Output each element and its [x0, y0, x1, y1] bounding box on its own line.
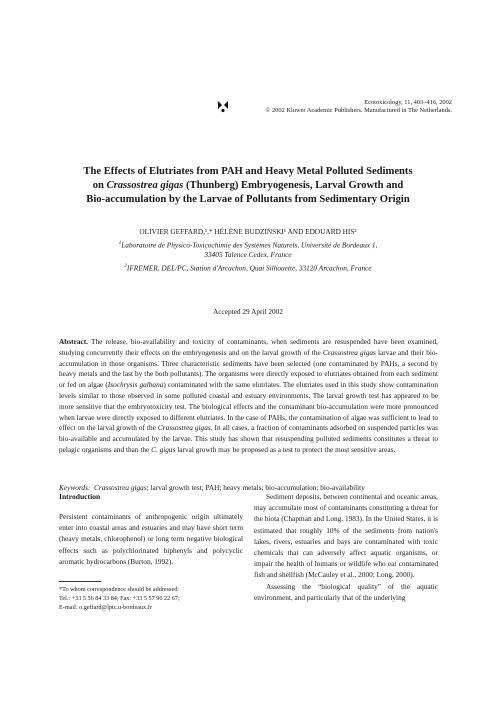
journal-copyright: © 2002 Kluwer Academic Publishers. Manufactured in The Netherlands. — [265, 107, 452, 115]
abstract-label: Abstract. — [59, 337, 88, 346]
keywords-label: Keywords: — [59, 483, 91, 492]
publisher-logo-icon — [216, 99, 230, 113]
paper-title — [40, 165, 456, 207]
correspondence-footnote: *To whom correspondence should be addressed: Tel.: +33 5 56 84 33 84; Fax: +33 5 57 96 22 67; E-mail: o.geffard@lptc.u-bordeaux.fr — [59, 586, 180, 611]
right-column — [254, 491, 438, 603]
left-column — [59, 491, 243, 567]
intro-paragraph-right-2: Assessing the “biological quality” of the aquatic environment, and particularly that of the underlying — [254, 581, 438, 602]
title-line-3: Bio-accumulation by the Larvae of Pollutants from Sedimentary Origin — [86, 194, 410, 205]
affiliation-2: $^2$IFREMER, DEL/PC, Station d'Arcachon, Quai Silhouette, 33120 Arcachon, France — [124, 263, 372, 273]
keywords: Keywords: Crassostrea gigas; larval growth test; PAH; heavy metals; bio-accumulation; bio-availability — [59, 483, 365, 492]
abstract: Abstract. The release, bio-availability and toxicity of contaminants, when sediments are resuspended have been examined, studying concurrently their effects on the embryogenesis and on the larval growth of the Crassostrea gigas larvae and their bio-accumulation in those organisms. Three characteristic sediments have been selected (one contaminated by PAHs, a second by heavy metals and the last by the both pollutants). The organisms were directly exposed to elutriates obtained from each sediment or fed on algae (Isochrysis galbana) contaminated with the same elutriates. The elutriates used in this study show contamination levels similar to those observed in some polluted coastal and estuary environments. The larval growth test has appeared to be more sensitive that the embryotoxicity test. The biological effects and the contaminant bio-accumulation were more pronounced when larvae were directly exposed to different elutriates. In the case of PAHs, the contamination of algae was sufficient to lead to effect on the larval growth of the Crassostrea gigas. In all cases, a fraction of contaminants adsorbed on suspended particles was bio-available and accumulated by the larvae. This study has shown that resuspending polluted sediments constitutes a threat to pelagic organisms and than the C. gigas larval growth may be proposed as a test to protect the most sensitive areas. — [59, 337, 438, 454]
section-heading-introduction: Introduction — [59, 492, 101, 501]
title-line-1: The Effects of Elutriates from PAH and Heavy Metal Polluted Sediments — [83, 166, 413, 177]
author-list: OLIVIER GEFFARD,¹,* HÉLÈNE BUDZINSKI¹ AND EDOUARD HIS² — [139, 227, 357, 236]
journal-citation: Ecotoxicology, 11, 403–416, 2002 — [364, 99, 452, 106]
accepted-date: Accepted 29 April 2002 — [213, 307, 283, 316]
intro-paragraph-left: Persistent contaminants of anthropogenic origin ultimately enter into coastal areas and estuaries and may have short term (heavy metals, chlorophenol) or long term negative biological effects such as polychlorinated biphenyls and polycyclic aromatic hydrocarbons (Burton, 1992). — [59, 512, 243, 566]
intro-paragraph-right-1: Sediment deposits, between continental and oceanic areas, may accumulate most of contaminants constituting a threat for the biota (Chapman and Long, 1983). In the United States, it is estimated that roughly 10% of the sediments from nation's lakes, rivers, estuaries and bays are contaminated with toxic chemicals that can adversely affect aquatic organisms, or impair the health of humans or wildlife who eat contaminated fish and shellfish (McCauley et al., 2000; Long, 2000). — [254, 492, 438, 580]
title-line-2: on Crassostrea gigas (Thunberg) Embryogenesis, Larval Growth and — [92, 180, 404, 191]
affiliation-1: $^1$Laboratoire de Physico-Toxicochimie des Systèmes Naturels, Université de Bordeaux 1, 33405 Talence Cedex, France — [118, 240, 378, 260]
footnote-divider — [59, 581, 101, 582]
